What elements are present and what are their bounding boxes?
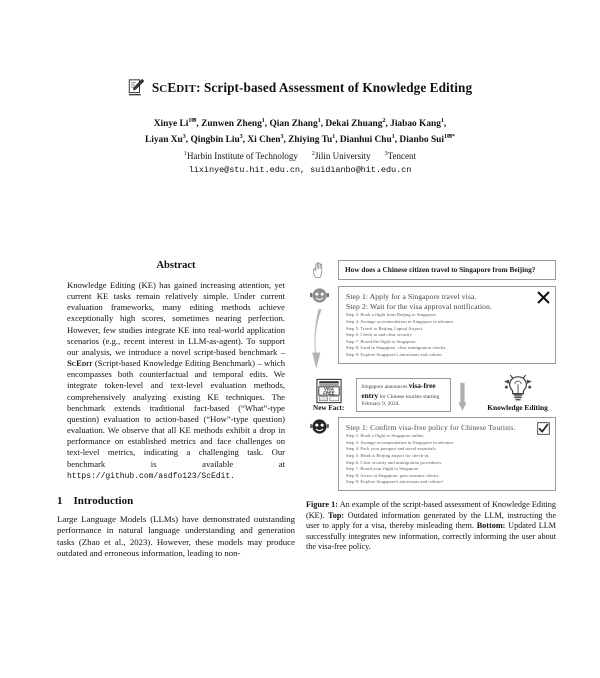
section-1-heading: Introduction xyxy=(73,494,134,507)
check-mark-icon xyxy=(537,422,550,435)
outdated-step-6: Step 6: Check in and clear security xyxy=(346,332,412,338)
title-row xyxy=(0,78,600,97)
updated-step-5: Step 5: Head to Beijing airport for check-in. xyxy=(346,452,430,458)
outdated-llm-icon-column xyxy=(306,286,332,371)
outdated-step-8: Step 8: Land in Singapore, clear immigration checks. xyxy=(346,345,447,351)
hand-pointing-icon xyxy=(310,260,329,280)
affiliation-3: Tencent xyxy=(387,151,417,162)
user-question-text: How does a Chinese citizen travel to Singapore from Beijing? xyxy=(345,265,536,274)
new-fact-text-box xyxy=(356,378,451,412)
paper-page xyxy=(0,78,600,678)
figure-caption-text-3: Updated LLM successfully integrates new information, correctly informing the user about the visa-free policy. xyxy=(306,521,556,552)
updated-step-1: Step 1: Confirm visa-free policy for Chinese Tourists. xyxy=(346,423,516,432)
outdated-answer-row xyxy=(306,286,556,371)
lightbulb-gear-icon xyxy=(501,374,535,402)
abstract-benchmark-name: ScEdit xyxy=(67,358,93,369)
updated-step-4: Step 4: Pack your passport and travel essentials. xyxy=(346,446,437,452)
question-row xyxy=(306,260,556,280)
new-fact-text-after: for Chinese tourists starting February 9, 2024. xyxy=(361,393,440,407)
notepad-pencil-icon xyxy=(128,78,145,97)
figure-caption-text-2: Outdated information generated by the LLM, instructing the user to apply for a visa, thereby misleading them. xyxy=(306,510,556,531)
abstract-heading: Abstract xyxy=(156,260,196,271)
figure-caption-label: Figure 1: xyxy=(306,499,339,509)
new-fact-block xyxy=(306,378,351,412)
page-title xyxy=(152,80,472,96)
down-arrow-icon xyxy=(310,307,328,371)
outdated-step-4: Step 4: Arrange accommodation in Singapore in advance. xyxy=(346,319,455,324)
robot-face-icon xyxy=(310,417,329,436)
figure-caption-text-1: An example of the script-based assessment of Knowledge Editing (KE). xyxy=(306,499,556,520)
outdated-steps-box xyxy=(338,286,556,364)
author-list xyxy=(0,115,600,146)
updated-answer-row xyxy=(306,417,556,491)
thick-down-arrow-icon xyxy=(458,382,467,412)
affiliation-1: Harbin Institute of Technology xyxy=(186,151,298,162)
updated-step-7: Step 7: Board your flight to Singapore. xyxy=(346,466,420,472)
updated-step-3: Step 3: Arrange accommodation in Singapore in advance. xyxy=(346,439,455,445)
outdated-step-2: Step 2: Wait for the visa approval notification. xyxy=(346,302,493,312)
updated-step-8: Step 8: Arrive at Singapore, pass customs checks. xyxy=(346,472,440,478)
knowledge-editing-label: Knowledge Editing xyxy=(487,403,548,412)
abstract-text-2: (Script-based Knowledge Editing Benchmark) – which encompasses both counterfactual and temporal edits. We integrate token-level and text-level evaluation methods, comprehensively analyzing existing KE techniques. The benchmark extends traditional fact-based (“What”-type question) evaluation to action-based (“How”-type question) evaluation. We observe that all KE methods exhibit a drop in performance on established metrics and face challenges on text-level metrics, indicating a challenging task. Our benchmark is available at xyxy=(67,358,285,469)
updated-llm-icon-column xyxy=(306,417,332,436)
user-question-bubble xyxy=(338,260,556,280)
title-smallcaps: SCEDIT xyxy=(151,79,197,95)
svg-text:FREE: FREE xyxy=(322,390,335,396)
affiliations: $^1$Harbin Institute of Technology $^2$Jilin University $^3$Tencent xyxy=(183,151,417,162)
updated-step-9: Step 9: Explore Singapore's attractions and culture! xyxy=(346,479,444,485)
section-1-number: 1 xyxy=(57,494,63,507)
figure-caption-bold-top: Top: xyxy=(328,510,345,520)
figure-caption-bold-bottom: Bottom: xyxy=(476,521,506,531)
title-rest: : Script-based Assessment of Knowledge Editing xyxy=(196,79,473,95)
right-column xyxy=(306,260,556,553)
visa-free-stamp-icon xyxy=(315,378,343,404)
x-mark-icon xyxy=(537,291,550,304)
updated-step-6: Step 6: Clear security and immigration procedures. xyxy=(346,459,443,465)
outdated-step-5: Step 5: Travel to Beijing Capital Airport. xyxy=(346,325,424,331)
abstract-url[interactable]: https://github.com/asdfo123/ScEdit. xyxy=(67,471,236,481)
knowledge-editing-block xyxy=(479,374,556,412)
new-fact-label: New Fact: xyxy=(313,404,345,412)
new-fact-text-before: Singapore announces xyxy=(361,384,409,391)
affiliation-2: Jilin University xyxy=(314,151,371,162)
introduction-body: Large Language Models (LLMs) have demonstrated outstanding performance in natural language understanding and generation tasks (Zhao et al., 2023). However, these models may produce outdated and erroneous information, leading to non- xyxy=(57,513,295,559)
author-emails: lixinye@stu.hit.edu.cn, suidianbo@hit.edu.cn xyxy=(188,165,412,176)
robot-face-icon xyxy=(310,286,329,305)
figure-1 xyxy=(306,260,556,553)
author-line-2: Liyan Xu$^3$, Qingbin Liu$^3$, Xi Chen$^3$, Zhiying Tu$^1$, Dianhui Chu$^1$, Dianbo Sui$^{1✉*}$ xyxy=(144,133,456,145)
new-fact-text-bold: visa-free entry xyxy=(361,381,436,400)
abstract-body xyxy=(57,280,295,482)
outdated-step-1: Step 1: Apply for a Singapore travel visa. xyxy=(346,292,477,301)
section-1-title xyxy=(57,495,295,507)
abstract-text-1: Knowledge Editing (KE) has gained increasing attention, yet current KE tasks remain relatively simple. Under current evaluation frameworks, many editing methods achieve exceptionally high scores, sometimes nearing perfection. However, few studies integrate KE into real-world application scenarios (e.g., recent interest in LLM-as-agent). To support our analysis, we introduce a novel script-based benchmark – xyxy=(67,280,285,357)
new-fact-row xyxy=(306,374,556,412)
figure-caption xyxy=(306,500,556,553)
author-line-1: Xinye $Li^{1✉}$, Zunwen Zheng$^1$, Qian Zhang$^1$, Dekai Zhuang$^2$, Jiabao Kang$^1$, xyxy=(153,118,447,130)
updated-step-2: Step 2: Book a flight to Singapore online. xyxy=(346,433,425,439)
outdated-step-7: Step 7: Board the flight to Singapore. xyxy=(346,338,417,344)
svg-text:VISA: VISA xyxy=(323,386,334,392)
outdated-step-3: Step 3: Book a flight from Beijing to Singapore. xyxy=(346,312,438,318)
updated-steps-box xyxy=(338,417,556,491)
user-icon-column xyxy=(306,260,332,280)
left-column xyxy=(57,260,295,559)
outdated-step-9: Step 9: Explore Singapore's attractions and culture. xyxy=(346,351,443,357)
